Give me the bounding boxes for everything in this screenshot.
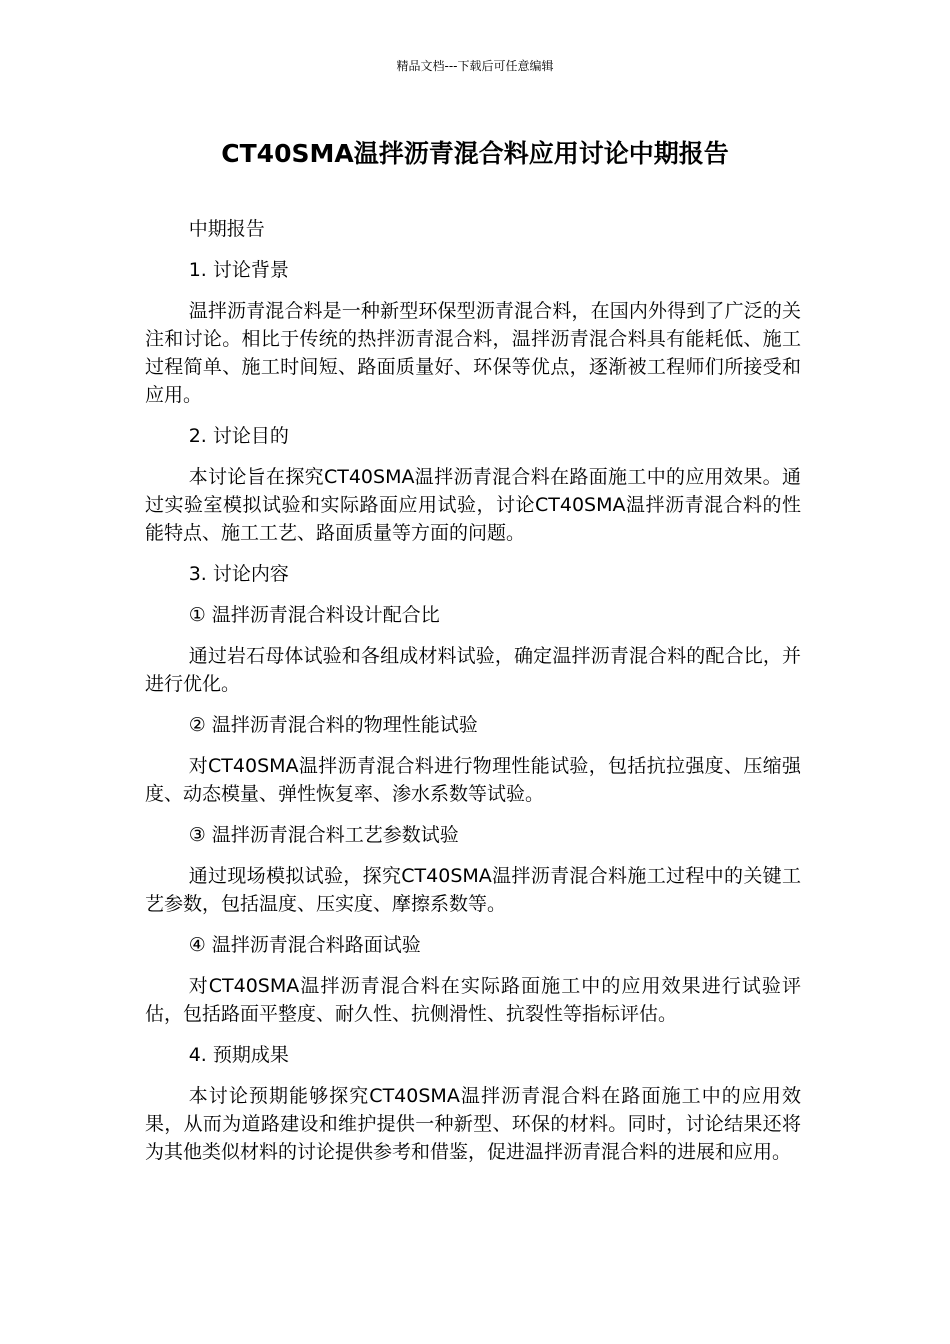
paragraph-pavement-tests: 对CT40SMA温拌沥青混合料在实际路面施工中的应用效果进行试验评估，包括路面平整度、耐久性、抗侧滑性、抗裂性等指标评估。 [145, 975, 801, 1025]
header-note: 精品文档---下载后可任意编辑 [396, 59, 554, 73]
paragraph-background: 温拌沥青混合料是一种新型环保型沥青混合料，在国内外得到了广泛的关注和讨论。相比于传统的热拌沥青混合料，温拌沥青混合料具有能耗低、施工过程简单、施工时间短、路面质量好、环保等优点，逐渐被工程师们所接受和应用。 [145, 300, 801, 406]
section-heading-content: 3. 讨论内容 [188, 563, 289, 585]
subheading-process-parameters: ③ 温拌沥青混合料工艺参数试验 [188, 824, 459, 846]
document-title: CT40SMA温拌沥青混合料应用讨论中期报告 [221, 139, 729, 168]
paragraph-physical-tests: 对CT40SMA温拌沥青混合料进行物理性能试验，包括抗拉强度、压缩强度、动态模量、弹性恢复率、渗水系数等试验。 [145, 755, 801, 805]
subheading-pavement-tests: ④ 温拌沥青混合料路面试验 [188, 934, 421, 956]
paragraph-process-parameters: 通过现场模拟试验，探究CT40SMA温拌沥青混合料施工过程中的关键工艺参数，包括温度、压实度、摩擦系数等。 [145, 865, 801, 915]
subheading-mix-design: ① 温拌沥青混合料设计配合比 [188, 604, 440, 626]
document-body [145, 215, 801, 1179]
paragraph-expected-results: 本讨论预期能够探究CT40SMA温拌沥青混合料在路面施工中的应用效果，从而为道路建设和维护提供一种新型、环保的材料。同时，讨论结果还将为其他类似材料的讨论提供参考和借鉴，促进温拌沥青混合料的进展和应用。 [145, 1085, 801, 1163]
paragraph-mix-design: 通过岩石母体试验和各组成材料试验，确定温拌沥青混合料的配合比，并进行优化。 [145, 645, 801, 695]
paragraph-purpose: 本讨论旨在探究CT40SMA温拌沥青混合料在路面施工中的应用效果。通过实验室模拟试验和实际路面应用试验，讨论CT40SMA温拌沥青混合料的性能特点、施工工艺、路面质量等方面的问题。 [145, 466, 801, 544]
subheading-physical-tests: ② 温拌沥青混合料的物理性能试验 [188, 714, 478, 736]
section-heading-interim-report: 中期报告 [188, 218, 265, 240]
section-heading-background: 1. 讨论背景 [188, 259, 289, 281]
section-heading-expected-results: 4. 预期成果 [188, 1044, 289, 1066]
section-heading-purpose: 2. 讨论目的 [188, 425, 289, 447]
